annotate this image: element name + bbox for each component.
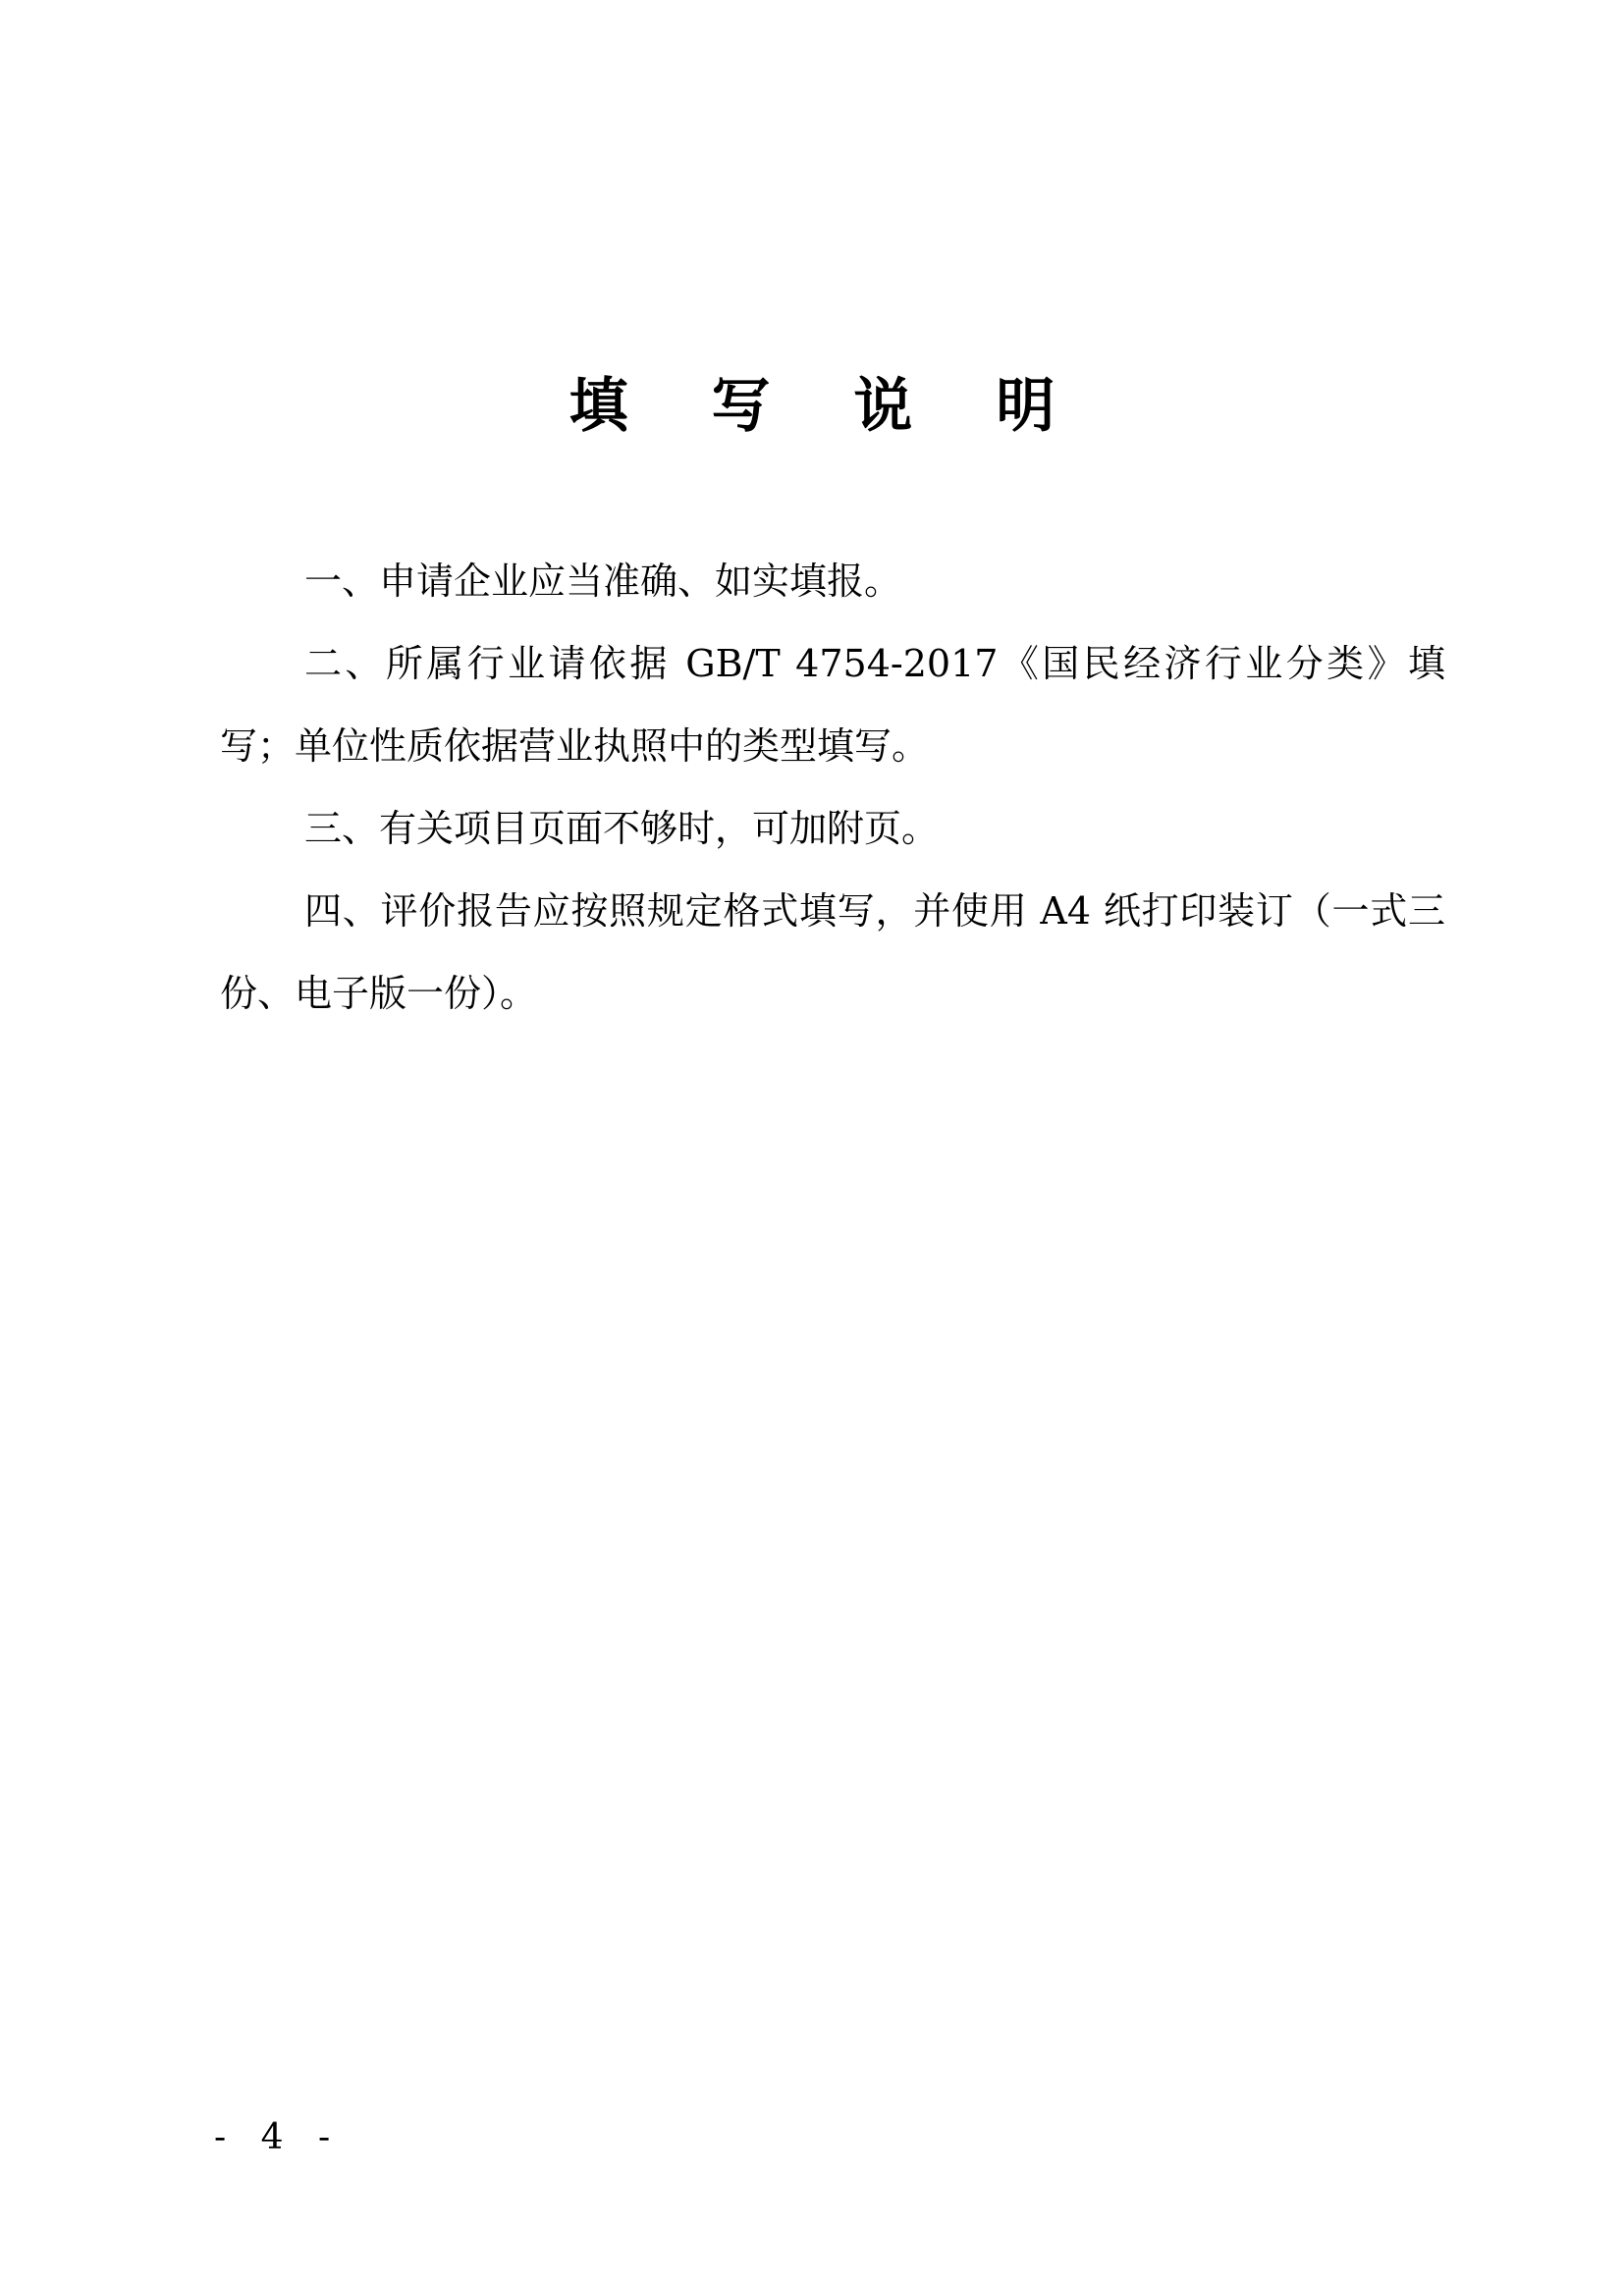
- instruction-item-4: 四、评价报告应按照规定格式填写，并使用 A4 纸打印装订（一式三份、电子版一份）。: [220, 889, 1445, 1015]
- instructions-body: [220, 540, 1445, 1035]
- instruction-item-2: 二、所属行业请依据 GB/T 4754-2017《国民经济行业分类》填写；单位性质依据营业执照中的类型填写。: [220, 642, 1445, 768]
- instruction-item-3: 三、有关项目页面不够时，可加附页。: [304, 807, 940, 850]
- instruction-item-1: 一、申请企业应当准确、如实填报。: [304, 560, 902, 603]
- page-number: - 4 -: [214, 2117, 343, 2158]
- page-title: 填 写 说 明: [568, 372, 1087, 441]
